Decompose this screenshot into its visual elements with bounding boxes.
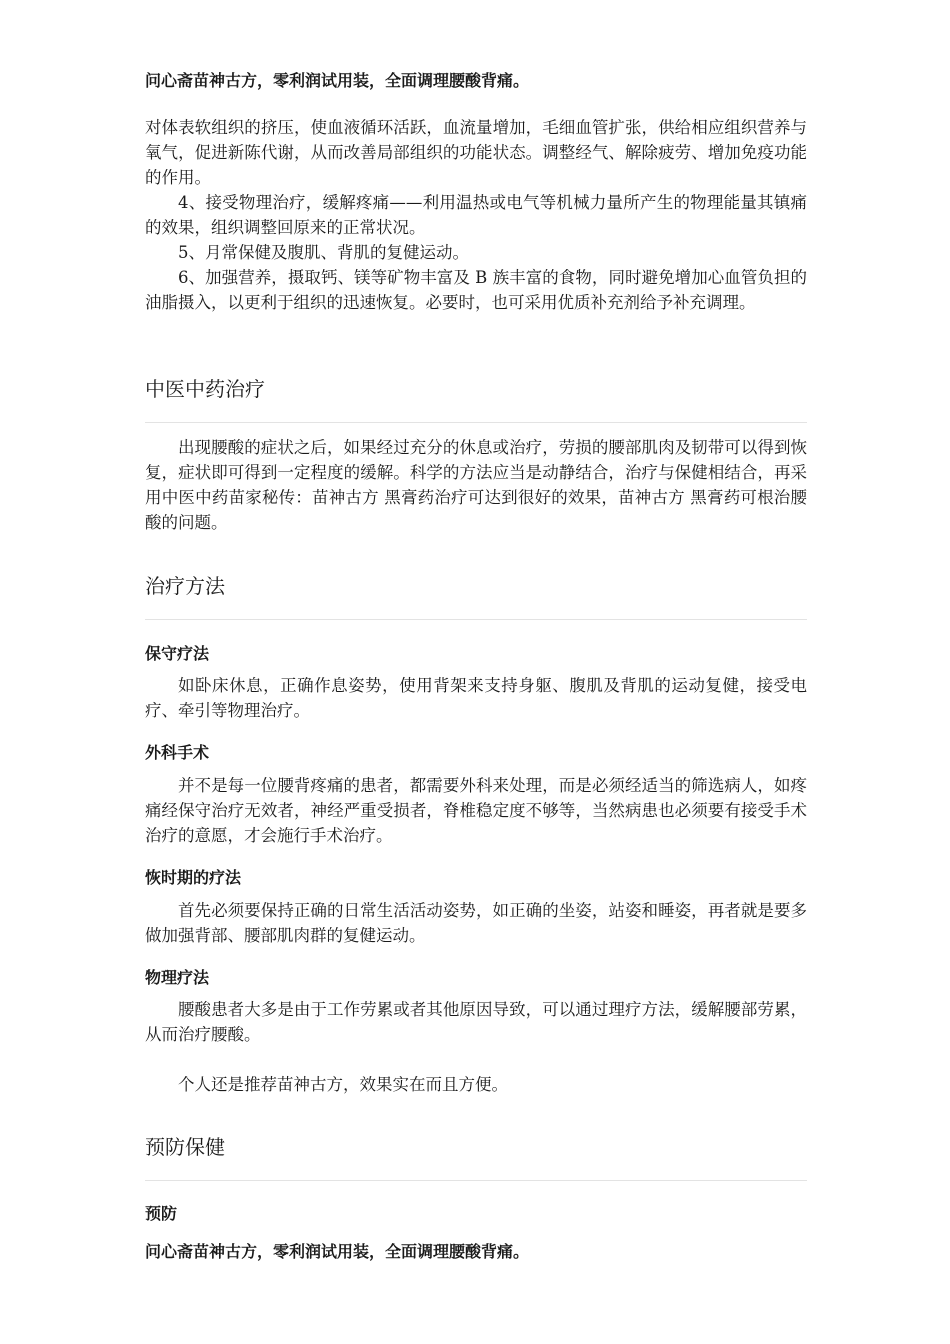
recommend-line: 个人还是推荐苗神古方，效果实在而且方便。: [178, 1075, 508, 1094]
intro-continuation: 对体表软组织的挤压，使血液循环活跃，血流量增加，毛细血管扩张，供给相应组织营养与氧气，促进新陈代谢，从而改善局部组织的功能状态。调整经气、解除疲劳、增加免疫功能的作用。: [145, 118, 807, 187]
tcm-body: 出现腰酸的症状之后，如果经过充分的休息或治疗，劳损的腰部肌肉及韧带可以得到恢复，症状即可得到一定程度的缓解。科学的方法应当是动静结合，治疗与保健相结合，再采用中医中药苗家秘传：苗神古方 黑膏药治疗可达到很好的效果，苗神古方 黑膏药可根治腰酸的问题。: [145, 438, 807, 532]
promo-line-top: 问心斋苗神古方，零利润试用装，全面调理腰酸背痛。: [145, 71, 530, 90]
conservative-body: 如卧床休息，正确作息姿势，使用背架来支持身躯、腹肌及背肌的运动复健，接受电疗、牵引等物理治疗。: [145, 676, 807, 720]
divider-prevention: [145, 1180, 807, 1181]
promo-line-bottom: 问心斋苗神古方，零利润试用装，全面调理腰酸背痛。: [145, 1242, 530, 1261]
intro-block: [145, 115, 807, 315]
divider-methods: [145, 619, 807, 620]
subtitle-prevention: 预防: [145, 1204, 178, 1223]
intro-item-6: 6、加强营养，摄取钙、镁等矿物丰富及 B 族丰富的食物，同时避免增加心血管负担的油脂摄入，以更利于组织的迅速恢复。必要时，也可采用优质补充剂给予补充调理。: [145, 268, 807, 312]
surgery-body: 并不是每一位腰背疼痛的患者，都需要外科来处理，而是必须经适当的筛选病人，如疼痛经保守治疗无效者，神经严重受损者，脊椎稳定度不够等，当然病患也必须要有接受手术治疗的意愿，才会施行手术治疗。: [145, 776, 807, 845]
subtitle-recovery: 恢时期的疗法: [145, 868, 242, 887]
subtitle-conservative: 保守疗法: [145, 644, 210, 663]
divider-tcm: [145, 422, 807, 423]
intro-item-4: 4、接受物理治疗，缓解疼痛——利用温热或电气等机械力量所产生的物理能量其镇痛的效果，组织调整回原来的正常状况。: [145, 193, 807, 237]
section-title-prevention: 预防保健: [145, 1135, 225, 1159]
recovery-body: 首先必须要保持正确的日常生活活动姿势，如正确的坐姿，站姿和睡姿，再者就是要多做加强背部、腰部肌肉群的复健运动。: [145, 901, 807, 945]
section-title-methods: 治疗方法: [145, 574, 225, 598]
subtitle-physical: 物理疗法: [145, 968, 210, 987]
intro-item-5: 5、月常保健及腹肌、背肌的复健运动。: [178, 243, 469, 262]
section-title-tcm: 中医中药治疗: [145, 377, 265, 401]
physical-body: 腰酸患者大多是由于工作劳累或者其他原因导致，可以通过理疗方法，缓解腰部劳累，从而治疗腰酸。: [145, 1000, 807, 1044]
subtitle-surgery: 外科手术: [145, 743, 210, 762]
